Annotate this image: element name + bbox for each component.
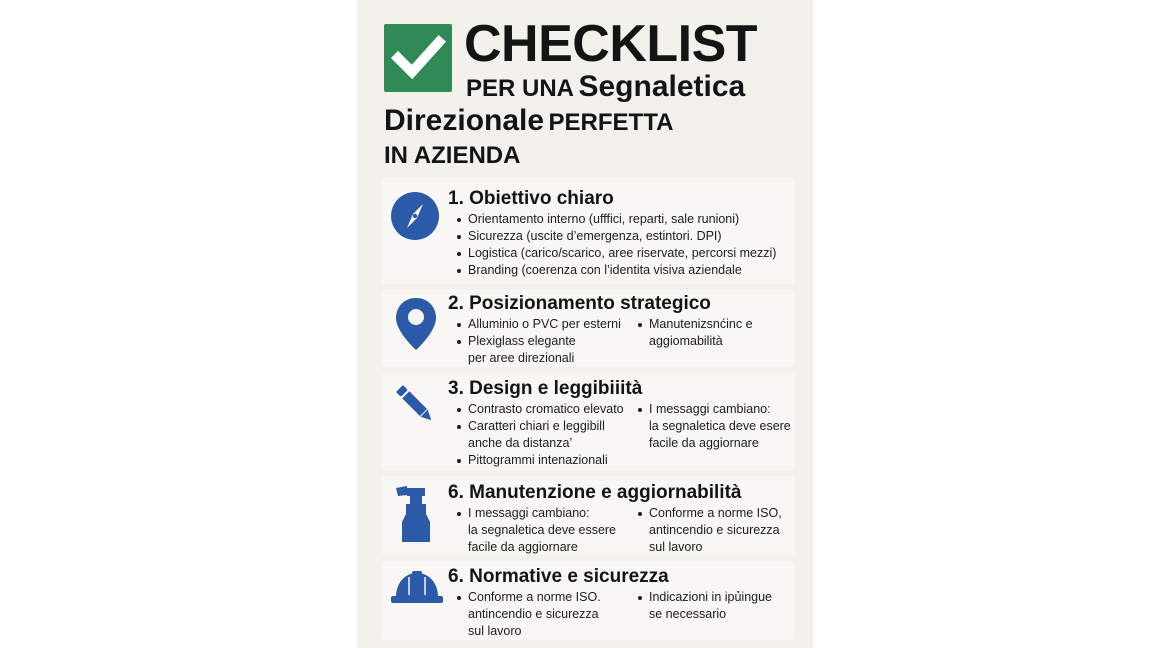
bullet-list-right bbox=[637, 505, 782, 556]
bullet-list bbox=[456, 211, 776, 279]
title-line-4: IN AZIENDA bbox=[384, 142, 521, 169]
title-line-3-suffix: PERFETTA bbox=[548, 109, 674, 136]
pencil-icon bbox=[392, 381, 438, 427]
title-line-3-strong: Direzionale bbox=[384, 104, 545, 137]
compass-icon bbox=[390, 191, 440, 241]
section-maintenance bbox=[382, 476, 795, 555]
list-item: I messaggi cambiano: la segnaletica deve esere facile da aggiornare bbox=[637, 401, 791, 452]
title-line-2 bbox=[466, 70, 745, 104]
list-item: Manutenizsnćinc e aggiomabilità bbox=[637, 316, 753, 350]
list-item: Caratteri chiari e leggibill anche da distanza’ bbox=[456, 418, 624, 452]
list-item: Branding (coerenza con l’identita visiva aziendale bbox=[456, 262, 776, 279]
bullet-list-left bbox=[456, 316, 621, 367]
section-regulations bbox=[382, 561, 795, 640]
bullet-list-left bbox=[456, 401, 624, 469]
title-checklist: CHECKLIST bbox=[464, 15, 758, 73]
section-title: 1. Obiettivo chiaro bbox=[448, 188, 614, 209]
section-title: 6. Manutenzione e aggiornabilità bbox=[448, 482, 742, 503]
spray-bottle-icon bbox=[394, 484, 434, 544]
list-item: Indicazioni in ipủingue se necessario bbox=[637, 589, 772, 623]
hard-hat-icon bbox=[390, 569, 444, 605]
bullet-list-left bbox=[456, 505, 616, 556]
list-item: Contrasto cromatico elevato bbox=[456, 401, 624, 418]
checklist-poster bbox=[357, 0, 813, 648]
title-line-2-strong: Segnaletica bbox=[578, 70, 746, 103]
title-line-3 bbox=[384, 104, 673, 138]
bullet-list-right bbox=[637, 316, 753, 350]
bullet-list-right bbox=[637, 589, 772, 623]
list-item: Sicurezza (uscite d’emergenza, estintori. DPI) bbox=[456, 228, 776, 245]
list-item: Conforme a norme ISO, antincendio e sicurezza sul lavoro bbox=[637, 505, 782, 556]
bullet-list-left bbox=[456, 589, 601, 640]
checkmark-icon bbox=[384, 24, 452, 92]
bullet-list-right bbox=[637, 401, 791, 452]
section-objective bbox=[382, 178, 795, 284]
section-title: 3. Design e leggibiiità bbox=[448, 378, 643, 399]
list-item: Plexiglass elegante per aree direzionali bbox=[456, 333, 621, 367]
section-design bbox=[382, 373, 795, 470]
map-pin-icon bbox=[394, 296, 438, 352]
list-item: Alluminio o PVC per esterni bbox=[456, 316, 621, 333]
list-item: Pittogrammi intenazionali bbox=[456, 452, 624, 469]
list-item: I messaggi cambiano: la segnaletica deve essere facile da aggiornare bbox=[456, 505, 616, 556]
list-item: Logistica (carico/scarico, aree riservate, percorsi mezzi) bbox=[456, 245, 776, 262]
section-positioning bbox=[382, 290, 795, 367]
section-title: 6. Normative e sicurezza bbox=[448, 566, 669, 587]
title-line-2-prefix: PER UNA bbox=[466, 75, 575, 102]
list-item: Orientamento interno (ufffici, reparti, sale runioni) bbox=[456, 211, 776, 228]
section-title: 2. Posizionamento strategico bbox=[448, 293, 711, 314]
list-item: Conforme a norme ISO. antincendio e sicurezza sul lavoro bbox=[456, 589, 601, 640]
